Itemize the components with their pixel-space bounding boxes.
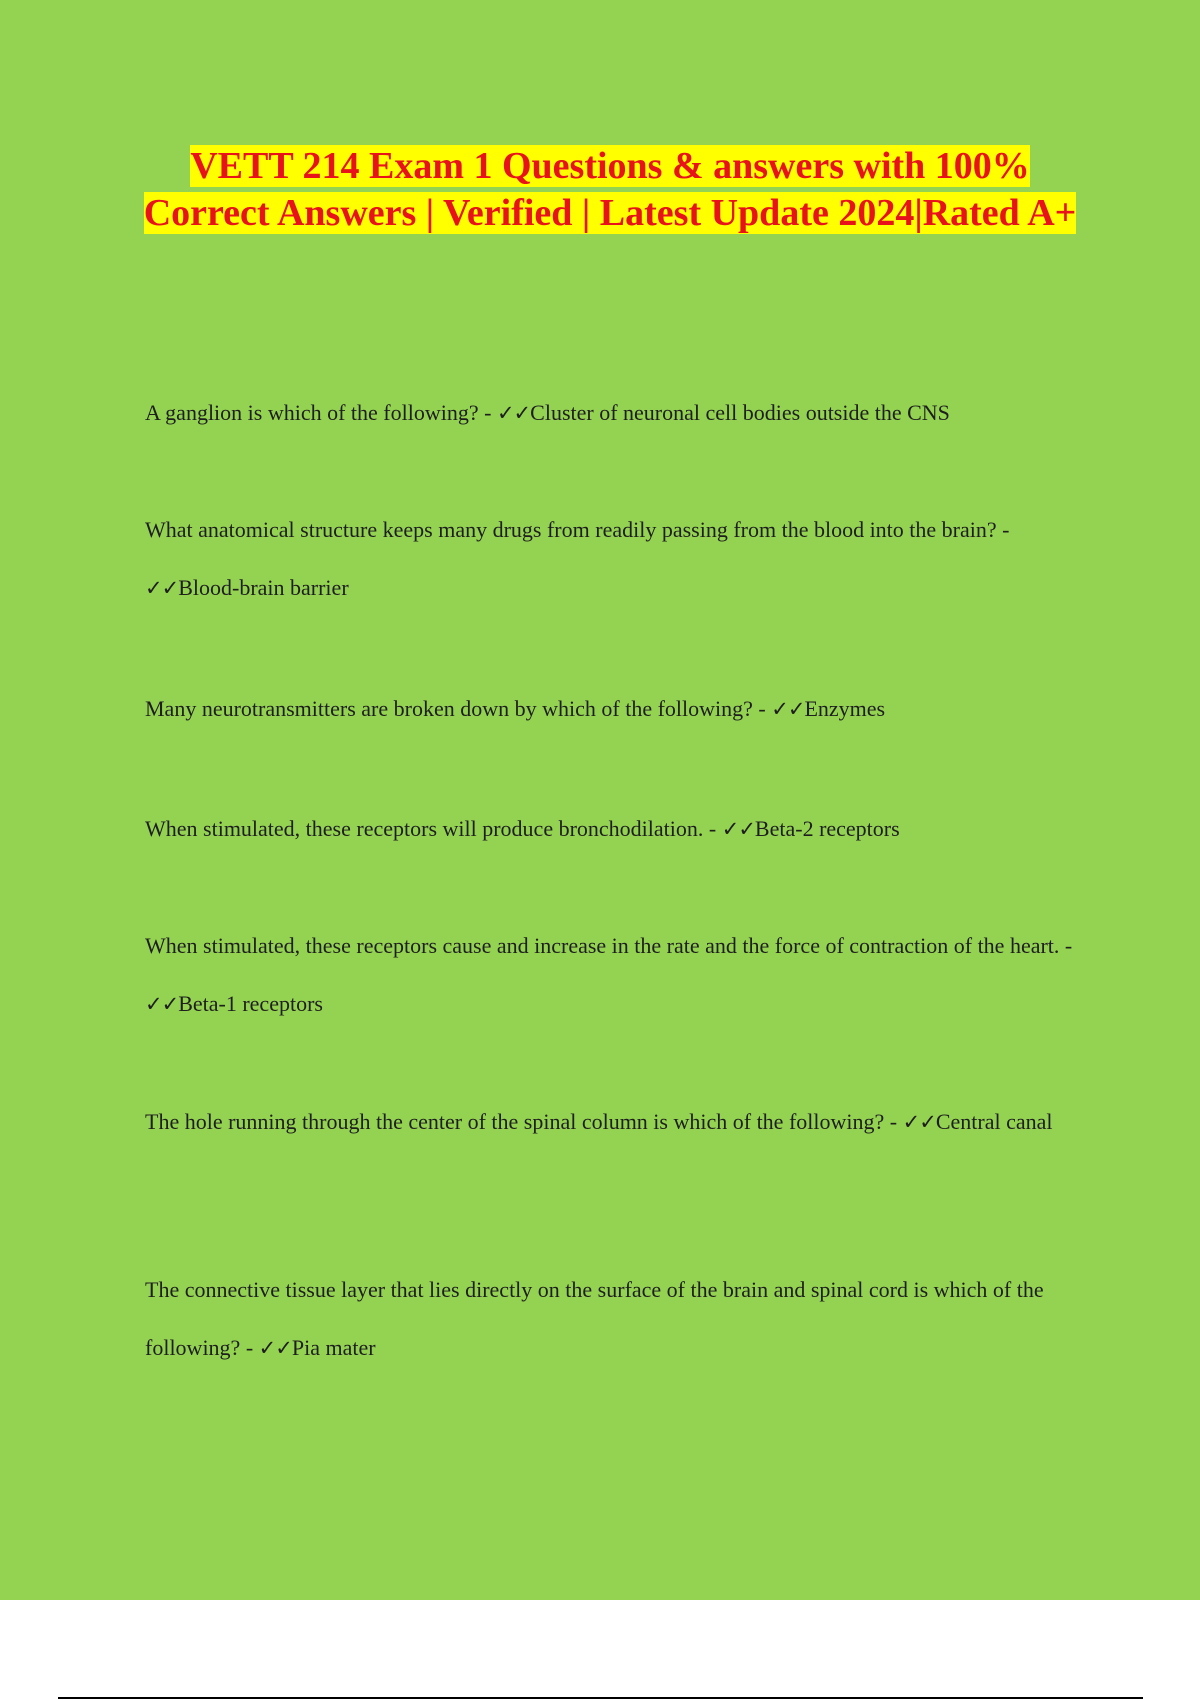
answer-text: Beta-2 receptors (754, 816, 900, 841)
check-mark-icon: ✓✓ (496, 401, 531, 425)
separator: - (240, 1335, 259, 1360)
answer-text: Pia mater (291, 1335, 376, 1360)
qa-item (145, 800, 1085, 858)
qa-item (145, 1093, 1085, 1151)
separator: - (996, 517, 1010, 542)
qa-item (145, 680, 1085, 738)
answer-text: Central canal (935, 1109, 1053, 1134)
question-text: The hole running through the center of the spinal column is which of the following? (145, 1109, 885, 1134)
separator: - (884, 1109, 903, 1134)
check-mark-icon: ✓✓ (145, 576, 179, 600)
question-text: When stimulated, these receptors cause and increase in the rate and the force of contraction of the heart. (145, 933, 1060, 958)
title-highlight: VETT 214 Exam 1 Questions & answers with 100% Correct Answers | Verified | Latest Update 2024|Rated A+ (143, 145, 1077, 234)
qa-item (145, 384, 1085, 442)
question-text: Many neurotransmitters are broken down by which of the following? (145, 696, 753, 721)
answer-text: Blood-brain barrier (178, 575, 349, 600)
separator: - (703, 816, 722, 841)
question-text: When stimulated, these receptors will produce bronchodilation. (145, 816, 704, 841)
check-mark-icon: ✓✓ (721, 817, 755, 841)
document-title (140, 143, 1080, 237)
separator: - (752, 696, 772, 721)
answer-text: Beta-1 receptors (178, 991, 323, 1016)
qa-item (145, 501, 1085, 617)
question-text: A ganglion is which of the following? (145, 400, 479, 425)
footer-divider (58, 1697, 1143, 1699)
qa-item (145, 917, 1085, 1033)
check-mark-icon: ✓✓ (771, 697, 805, 721)
separator: - (1059, 933, 1073, 958)
check-mark-icon: ✓✓ (258, 1336, 292, 1360)
qa-item (145, 1261, 1085, 1377)
question-text: What anatomical structure keeps many drugs from readily passing from the blood into the brain? (145, 517, 997, 542)
answer-text: Enzymes (804, 696, 886, 721)
question-text: The connective tissue layer that lies directly on the surface of the brain and spinal cord is which of the following? (145, 1277, 1044, 1360)
separator: - (478, 400, 497, 425)
check-mark-icon: ✓✓ (902, 1110, 936, 1134)
answer-text: Cluster of neuronal cell bodies outside the CNS (530, 400, 950, 425)
check-mark-icon: ✓✓ (145, 992, 179, 1016)
